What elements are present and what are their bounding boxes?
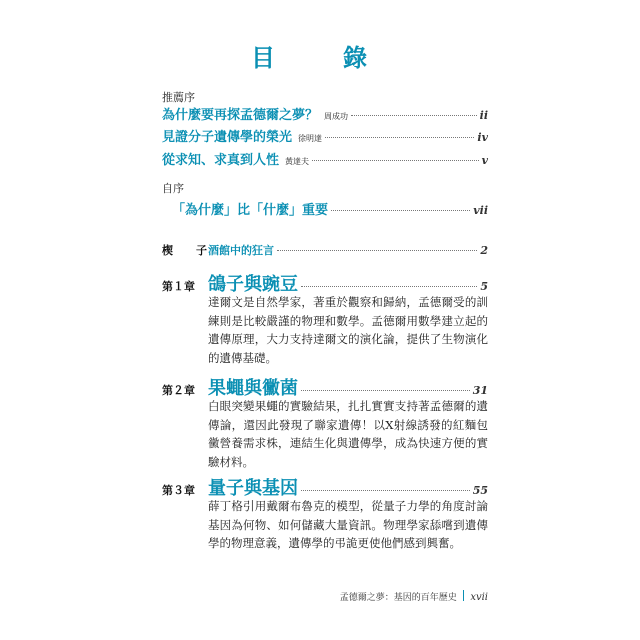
dot-leader — [301, 490, 470, 491]
prologue-title: 酒館中的狂言 — [208, 244, 274, 257]
chapter-description: 白眼突變果蠅的實驗結果，扎扎實實支持著孟德爾的遺傳論，還因此發現了聯家遺傳！以X射線誘發的紅麵包黴營養需求株，連結生化與遺傳學，成為快速方便的實驗材料。 — [208, 399, 488, 469]
recommend-preface-label: 推薦序 — [162, 91, 195, 104]
chapter-description: 薛丁格引用戴爾布魯克的模型，從量子力學的角度討論基因為何物、如何儲藏大量資訊。物理學家舔嚐到遺傳學的物理意義，遺傳學的弔詭更使他們感到興奮。 — [208, 499, 488, 550]
entry-page: 31 — [472, 384, 488, 397]
entry-title: 「為什麼」比「什麼」重要 — [172, 203, 329, 218]
footer-book-title: 孟德爾之夢：基因的百年歷史 — [339, 593, 457, 603]
dot-leader — [351, 115, 477, 116]
chapter-label: 第１章 — [162, 280, 195, 293]
prologue-label: 楔 子 — [162, 244, 213, 257]
chapter-title: 量子與基因 — [208, 478, 298, 499]
dot-leader — [301, 390, 470, 391]
entry-page: vii — [473, 204, 488, 217]
toc-entry-recommend-2[interactable] — [162, 126, 488, 145]
chapter-label: 第３章 — [162, 484, 195, 497]
dot-leader — [277, 250, 477, 251]
toc-entry-self-preface[interactable] — [172, 199, 488, 218]
entry-page: iv — [477, 131, 488, 144]
dot-leader — [301, 286, 477, 287]
toc-entry-prologue[interactable] — [162, 242, 488, 258]
chapter-description: 達爾文是自然學家，著重於觀察和歸納，孟德爾受的訓練則是比較嚴謹的物理和數學。孟德爾用數學建立起的遺傳原理，大力支持達爾文的演化論，提供了生物演化的遺傳基礎。 — [208, 295, 488, 365]
footer-page-number: xvii — [470, 592, 488, 603]
entry-author: 徐明達 — [298, 134, 323, 143]
toc-entry-recommend-1[interactable] — [162, 104, 488, 123]
page-title: 目 錄 — [251, 44, 389, 72]
entry-author: 黃達夫 — [285, 157, 310, 166]
chapter-title: 鴿子與豌豆 — [208, 274, 298, 295]
entry-page: v — [481, 154, 488, 167]
entry-page: 2 — [480, 244, 488, 257]
chapter-title: 果蠅與黴菌 — [208, 378, 298, 399]
self-preface-label: 自序 — [162, 182, 184, 195]
footer-divider — [463, 590, 465, 601]
page-footer — [330, 589, 488, 603]
entry-page: ii — [479, 109, 488, 122]
entry-page: 55 — [472, 484, 488, 497]
entry-page: 5 — [480, 280, 488, 293]
toc-entry-recommend-3[interactable] — [162, 149, 488, 168]
entry-author: 周成功 — [324, 112, 349, 121]
entry-title: 從求知、求真到人性 — [162, 153, 280, 168]
entry-title: 為什麼要再探孟德爾之夢？ — [162, 108, 319, 123]
dot-leader — [331, 210, 470, 211]
chapter-label: 第２章 — [162, 384, 195, 397]
entry-title: 見證分子遺傳學的榮光 — [162, 130, 293, 145]
dot-leader — [312, 160, 479, 161]
dot-leader — [325, 137, 474, 138]
